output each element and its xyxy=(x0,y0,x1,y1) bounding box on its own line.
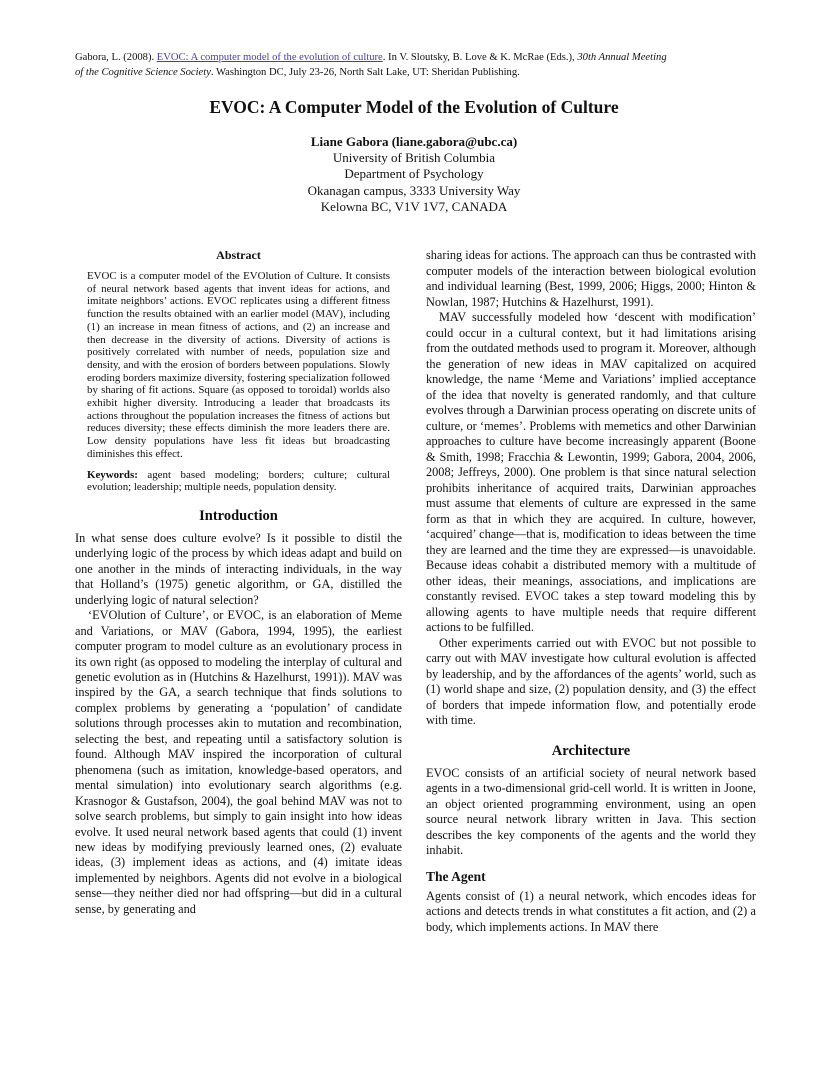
citation-prefix: Gabora, L. (2008). xyxy=(75,52,157,63)
introduction-heading: Introduction xyxy=(199,507,278,524)
intro-paragraph-1: In what sense does culture evolve? Is it possible to distil the underlying logic of the process by which ideas adapt and build on one another in the minds of interacting individuals, in the way that Holland’s (1975) genetic algorithm, or GA, distilled the underlying logic of natural selection? xyxy=(75,530,402,607)
paper-title: EVOC: A Computer Model of the Evolution of Culture xyxy=(209,97,619,117)
intro-paragraph-3: MAV successfully modeled how ‘descent with modification’ could occur in a cultural context, but it had limitations arising from the outdated methods used to program it. Moreover, although the generation of new ideas in MAV capitalized on acquired knowledge, the name ‘Meme and Variations’ implied acceptance of the idea that novelty is generated randomly, and that culture evolves through a Darwinian process operating on discrete units of culture, or ‘memes’. Problems with memetics and other Darwinian approaches to culture have become increasingly apparent (Boone & Smith, 1998; Fracchia & Lewontin, 1999; Gabora, 2004, 2006, 2008; Jeffreys, 2000). One problem is that since natural selection prohibits inheritance of acquired traits, Darwinian approaches must assume that elements of culture are expressed in the same form as that in which they are acquired. In culture, however, ‘acquired’ change—that is, modification to ideas between the time they are learned and the time they are expressed—is unavoidable. Because ideas cohabit a distributed memory with a multitude of other ideas, their meanings, associations, and implications are constantly revised. EVOC takes a step toward modeling this by allowing agents to have multiple needs that require different actions to be fulfilled. xyxy=(426,310,756,634)
citation-venue-1: 30th Annual Meeting xyxy=(577,52,667,63)
abstract-heading: Abstract xyxy=(216,248,261,262)
citation-header xyxy=(75,50,765,80)
citation-middle: . In V. Sloutsky, B. Love & K. McRae (Eds.), xyxy=(382,52,578,63)
citation-suffix: . Washington DC, July 23-26, North Salt Lake, UT: Sheridan Publishing. xyxy=(210,67,520,78)
affiliation-line: Kelowna BC, V1V 1V7, CANADA xyxy=(320,198,508,214)
intro-paragraph-2-continued: sharing ideas for actions. The approach can thus be contrasted with computer models of the interaction between biological evolution and individual learning (Best, 1999, 2006; Higgs, 2000; Hinton & Nowlan, 1987; Hutchins & Hazelhurst, 1991). xyxy=(426,248,756,309)
architecture-paragraph-1: EVOC consists of an artificial society of neural network based agents in a two-dimensional grid-cell world. It is written in Joone, an object oriented programming environment, using an open source neural network library written in Java. This section describes the key components of the agents and the world they inhabit. xyxy=(426,765,756,857)
author-block xyxy=(0,134,828,215)
author-name: Liane Gabora (liane.gabora@ubc.ca) xyxy=(310,134,518,149)
keywords-label: Keywords: xyxy=(87,468,138,481)
agent-paragraph-1: Agents consist of (1) a neural network, which encodes ideas for actions and detects trends in what constitutes a fit action, and (2) a body, which implements actions. In MAV there xyxy=(426,888,756,934)
right-column xyxy=(426,248,756,935)
architecture-heading: Architecture xyxy=(551,742,631,759)
intro-paragraph-4: Other experiments carried out with EVOC but not possible to carry out with MAV investigate how cultural evolution is affected by leadership, and by the affordances of the agents’ world, such as (1) world shape and size, (2) population density, and (3) the effect of borders that impede information flow, and potentially erode with time. xyxy=(426,635,756,727)
affiliation-line: Department of Psychology xyxy=(344,166,484,182)
citation-venue-2: of the Cognitive Science Society xyxy=(75,67,211,78)
left-column xyxy=(75,248,402,917)
affiliation-line: University of British Columbia xyxy=(332,150,496,166)
keywords xyxy=(87,469,390,494)
affiliation-line: Okanagan campus, 3333 University Way xyxy=(307,182,521,198)
abstract-text: EVOC is a computer model of the EVOlution of Culture. It consists of neural network based agents that invent ideas for actions, and imitate neighbors’ actions. EVOC replicates using a different fitness function the results obtained with an earlier model (MAV), including (1) an increase in mean fitness of actions, and (2) an increase and then decrease in the diversity of actions. Diversity of actions is positively correlated with number of needs, population size and density, and with the erosion of borders between populations. Slowly eroding borders maximize diversity, fostering specialization followed by sharing of fit actions. Square (as opposed to toroidal) worlds also exhibit higher diversity. Introducing a leader that broadcasts its actions throughout the population increases the fitness of actions but reduces diversity; these effects diminish the more leaders there are. Low density populations have less fit ideas but broadcasting diminishes this effect. xyxy=(87,270,390,460)
agent-heading: The Agent xyxy=(426,868,486,884)
citation-link[interactable]: EVOC: A computer model of the evolution of culture xyxy=(156,52,383,63)
intro-paragraph-2: ‘EVOlution of Culture’, or EVOC, is an elaboration of Meme and Variations, or MAV (Gabora, 1994, 1995), the earliest computer program to model culture as an evolutionary process in its own right (as opposed to modeling the interplay of cultural and genetic evolution as in (Hutchins & Hazelhurst, 1991)). MAV was inspired by the GA, a search technique that finds solutions to complex problems by generating a ‘population’ of candidate solutions through processes akin to mutation and recombination, selecting the best, and repeating until a satisfactory solution is found. Although MAV inspired the incorporation of cultural phenomena (such as imitation, knowledge-based operators, and mental simulation) into evolutionary search algorithms (e.g. Krasnogor & Gustafson, 2004), the goal behind MAV was not to solve search problems, but simply to gain insight into how ideas evolve. It used neural network based agents that could (1) invent new ideas by modifying previously learned ones, (2) evaluate ideas, (3) implement ideas as actions, and (4) imitate ideas implemented by neighbors. Agents did not evolve in a biological sense—they neither died nor had offspring—but did in a cultural sense, by generating and xyxy=(75,608,402,916)
keywords-text: agent based modeling; borders; culture; cultural evolution; leadership; multiple needs, population density. xyxy=(87,468,390,494)
